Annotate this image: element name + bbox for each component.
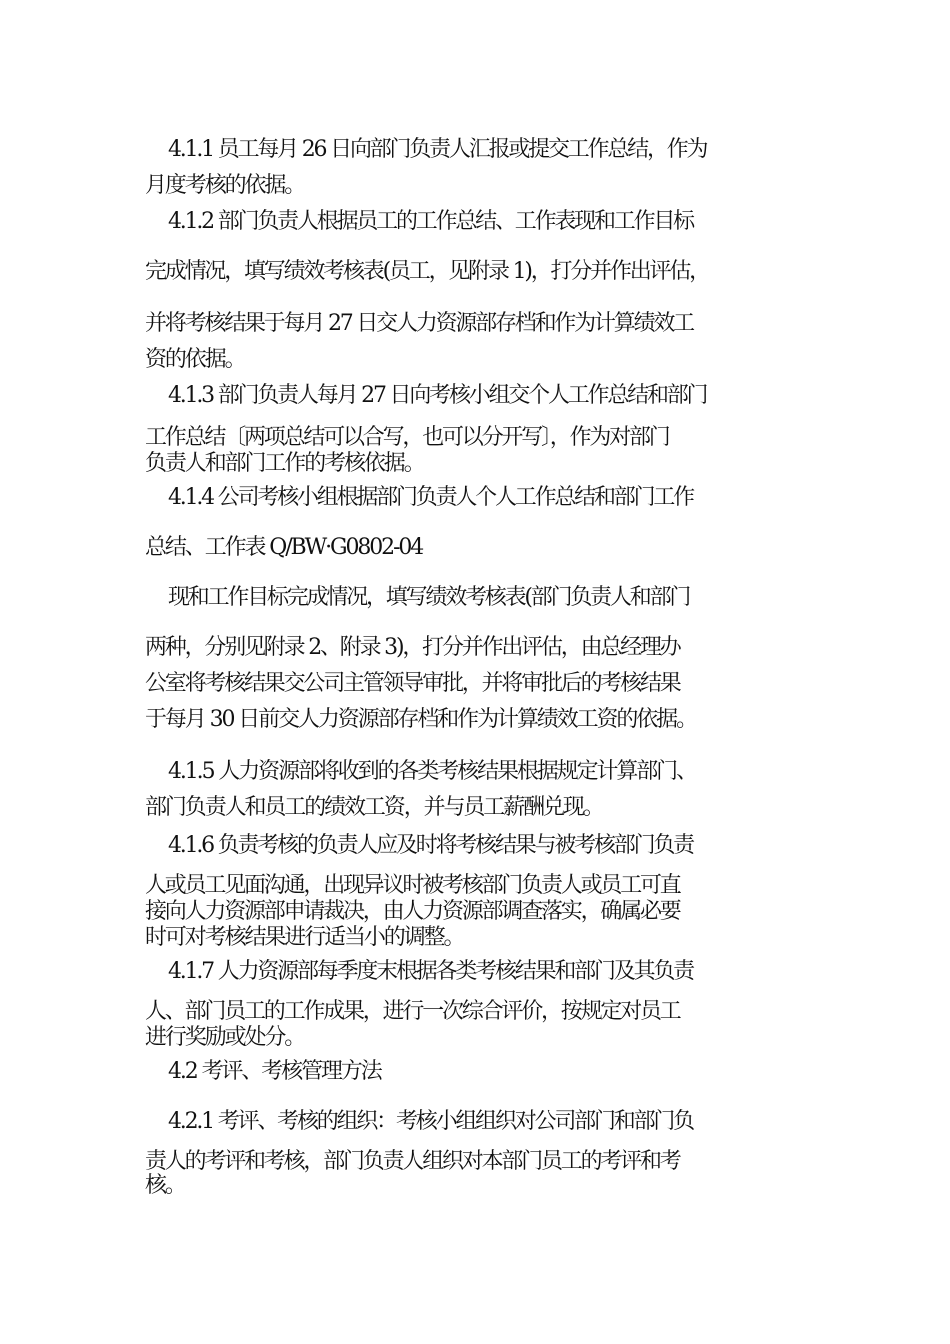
paragraph-line: 于每月 30 日前交人力资源部存档和作为计算绩效工资的依据。: [145, 707, 696, 732]
paragraph-line: 两种，分别见附录 2、附录 3)，打分并作出评估，由总经理办: [145, 635, 680, 660]
paragraph-line: 现和工作目标完成情况，填写绩效考核表(部门负责人和部门: [168, 585, 690, 610]
paragraph-line: 时可对考核结果进行适当小的调整。: [145, 925, 464, 950]
paragraph-line: 4.1.7 人力资源部每季度末根据各类考核结果和部门及其负责: [168, 959, 693, 984]
paragraph-line: 部门负责人和员工的绩效工资，并与员工薪酬兑现。: [145, 795, 603, 820]
paragraph-line: 完成情况，填写绩效考核表(员工，见附录 1)，打分并作出评估，: [145, 259, 709, 284]
paragraph-line: 4.1.2 部门负责人根据员工的工作总结、工作表现和工作目标: [168, 209, 693, 234]
paragraph-line: 人、部门员工的工作成果，进行一次综合评价，按规定对员工: [145, 999, 680, 1024]
paragraph-line: 责人的考评和考核，部门负责人组织对本部门员工的考评和考: [145, 1149, 680, 1174]
section-heading: 4.2 考评、考核管理方法: [168, 1059, 381, 1084]
paragraph-line: 4.1.3 部门负责人每月 27 日向考核小组交个人工作总结和部门: [168, 383, 707, 408]
paragraph-line: 公室将考核结果交公司主管领导审批，并将审批后的考核结果: [145, 671, 680, 696]
paragraph-line: 进行奖励或处分。: [145, 1025, 305, 1050]
paragraph-line: 核。: [145, 1173, 185, 1198]
paragraph-line: 4.1.6 负责考核的负责人应及时将考核结果与被考核部门负责: [168, 833, 693, 858]
paragraph-line: 4.2.1 考评、考核的组织：考核小组组织对公司部门和部门负: [168, 1109, 693, 1134]
paragraph-line: 人或员工见面沟通，出现异议时被考核部门负责人或员工可直: [145, 873, 680, 898]
paragraph-line: 资的依据。: [145, 347, 245, 372]
paragraph-line: 接向人力资源部申请裁决，由人力资源部调查落实，确属必要: [145, 899, 680, 924]
paragraph-line: 工作总结〔两项总结可以合写，也可以分开写〕，作为对部门: [145, 425, 669, 450]
paragraph-line: 并将考核结果于每月 27 日交人力资源部存档和作为计算绩效工: [145, 311, 693, 336]
paragraph-line: 月度考核的依据。: [145, 173, 305, 198]
paragraph-line: 4.1.5 人力资源部将收到的各类考核结果根据规定计算部门、: [168, 759, 696, 784]
paragraph-line: 4.1.4 公司考核小组根据部门负责人个人工作总结和部门工作: [168, 485, 693, 510]
paragraph-line: 总结、工作表 Q/BW·G0802-04: [145, 535, 423, 560]
paragraph-line: 负责人和部门工作的考核依据。: [145, 451, 424, 476]
paragraph-line: 4.1.1 员工每月 26 日向部门负责人汇报或提交工作总结，作为: [168, 137, 707, 162]
